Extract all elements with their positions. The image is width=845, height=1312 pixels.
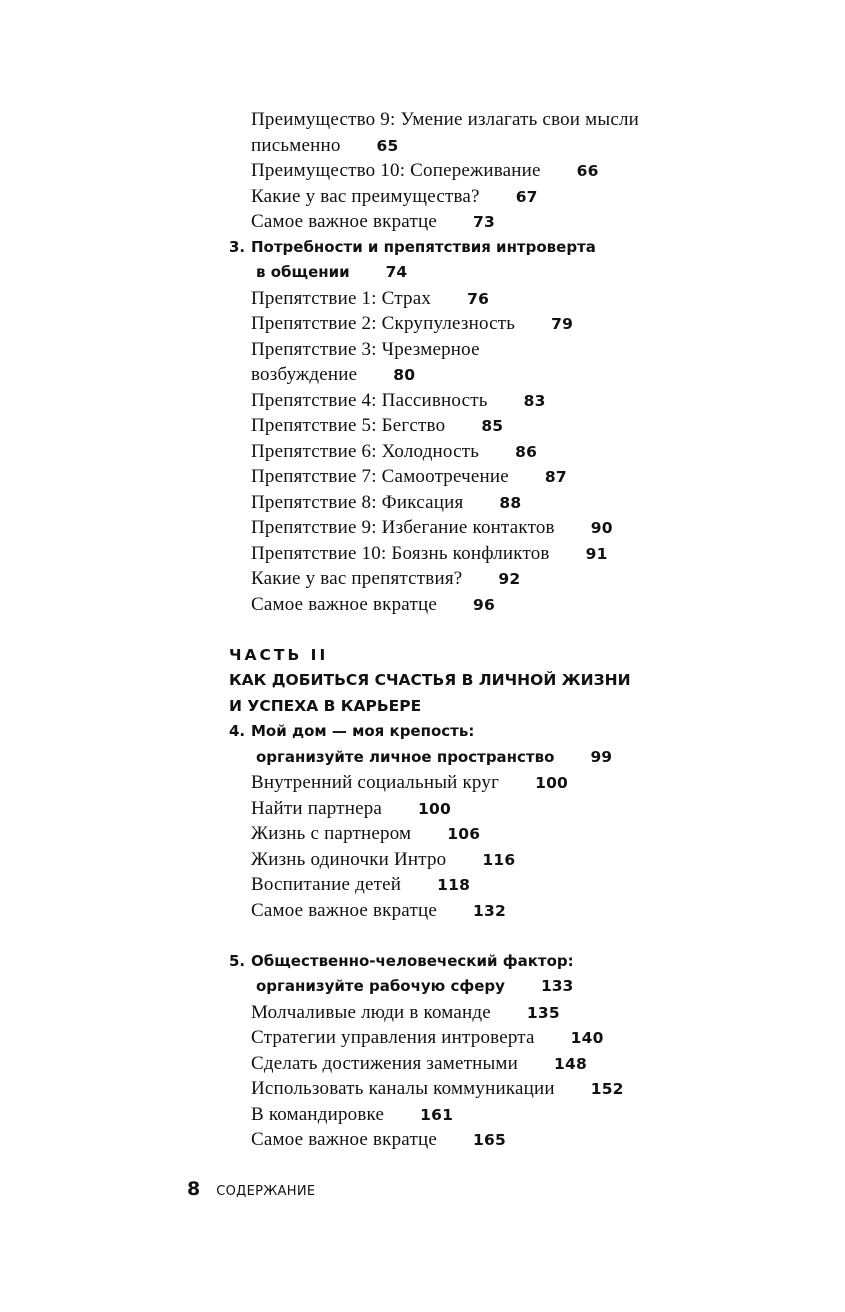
entry-title: Какие у вас препятствия?: [251, 568, 463, 589]
spacer: [0, 923, 845, 949]
toc-entry: [0, 413, 845, 439]
entry-title: Общественно-человеческий фактор:: [251, 951, 574, 970]
page-footer: [187, 1178, 315, 1200]
toc-entry: [0, 566, 845, 592]
page-ref: 86: [515, 442, 538, 461]
entry-title: Препятствие 7: Самоотречение: [251, 466, 509, 487]
toc-entry: [0, 821, 845, 847]
toc-entry: [0, 898, 845, 924]
entry-title: организуйте личное пространство: [256, 747, 555, 766]
entry-title: письменно: [251, 134, 341, 156]
entry-title: Использовать каналы коммуникации: [251, 1078, 555, 1099]
toc-entry: [0, 1025, 845, 1051]
entry-title: ЧАСТЬ II: [229, 645, 329, 664]
toc-entry: [0, 209, 845, 235]
toc-entry: [0, 362, 845, 388]
part-heading: [0, 668, 845, 694]
toc-entry: [0, 541, 845, 567]
toc-entry: [0, 464, 845, 490]
page-ref: 132: [472, 901, 506, 920]
toc-entry: [0, 1000, 845, 1026]
page-ref: 66: [576, 162, 599, 180]
toc-entry: [0, 770, 845, 796]
spacer: [0, 617, 845, 643]
toc-entry: [0, 1076, 845, 1102]
page-ref: 99: [590, 747, 613, 766]
toc-entry: [0, 337, 845, 363]
chapter-number: 5.: [229, 951, 246, 970]
entry-title: Потребности и препятствия интроверта: [251, 237, 596, 256]
chapter-heading: [0, 974, 845, 1000]
page-ref: 65: [376, 136, 399, 155]
toc-entry: [0, 158, 845, 184]
chapter-heading: [0, 260, 845, 286]
page-ref: 67: [515, 187, 538, 206]
toc-entry: [0, 107, 845, 133]
page-ref: 74: [385, 263, 408, 281]
entry-title: Препятствие 8: Фиксация: [251, 491, 464, 513]
page-ref: 76: [467, 289, 490, 308]
page-ref: 73: [472, 213, 495, 231]
toc-entry: [0, 847, 845, 873]
entry-title: Препятствие 9: Избегание контактов: [251, 517, 555, 538]
page-ref: 90: [590, 519, 613, 537]
entry-title: Препятствие 6: Холодность: [251, 440, 480, 462]
entry-title: КАК ДОБИТЬСЯ СЧАСТЬЯ В ЛИЧНОЙ ЖИЗНИ: [229, 671, 631, 689]
page-ref: 106: [447, 825, 481, 843]
running-title: СОДЕРЖАНИЕ: [216, 1184, 316, 1199]
entry-title: В командировке: [251, 1103, 385, 1125]
entry-title: Жизнь одиночки Интро: [251, 848, 447, 870]
toc-entry: [0, 1051, 845, 1077]
entry-title: в общении: [256, 263, 350, 281]
entry-title: организуйте рабочую сферу: [256, 977, 505, 995]
entry-title: Самое важное вкратце: [251, 899, 437, 921]
entry-title: Стратегии управления интроверта: [251, 1027, 535, 1048]
page-ref: 118: [437, 876, 471, 894]
chapter-heading: [0, 719, 845, 745]
entry-title: Мой дом — моя крепость:: [251, 722, 475, 740]
entry-title: Препятствие 4: Пассивность: [251, 389, 488, 411]
page-ref: 96: [472, 595, 495, 614]
chapter-heading: [0, 949, 845, 975]
toc-entry: [0, 311, 845, 337]
page-ref: 152: [590, 1080, 624, 1098]
page-ref: 91: [585, 544, 608, 563]
chapter-heading: [0, 235, 845, 261]
chapter-heading: [0, 745, 845, 771]
page-ref: 165: [472, 1131, 506, 1149]
page-ref: 135: [526, 1003, 560, 1022]
entry-title: Преимущество 10: Сопереживание: [251, 160, 541, 181]
entry-title: Самое важное вкратце: [251, 593, 437, 615]
entry-title: Препятствие 5: Бегство: [251, 415, 446, 436]
page-ref: 79: [551, 315, 574, 333]
page-ref: 100: [418, 799, 452, 818]
page-ref: 100: [535, 774, 569, 792]
page-ref: 80: [393, 366, 416, 384]
entry-title: Препятствие 1: Страх: [251, 287, 432, 309]
toc-entry: [0, 439, 845, 465]
toc-entry: [0, 388, 845, 414]
toc-entry: [0, 592, 845, 618]
page-ref: 85: [481, 417, 504, 435]
page-ref: 140: [570, 1029, 604, 1047]
table-of-contents: [0, 107, 845, 1153]
page-ref: 133: [540, 977, 574, 995]
page-ref: 87: [544, 468, 567, 486]
page-ref: 88: [499, 493, 522, 512]
toc-entry: [0, 286, 845, 312]
entry-title: Найти партнера: [251, 797, 383, 819]
entry-title: Препятствие 10: Боязнь конфликтов: [251, 542, 550, 564]
toc-entry: [0, 796, 845, 822]
toc-entry: [0, 515, 845, 541]
entry-title: И УСПЕХА В КАРЬЕРЕ: [229, 696, 422, 715]
toc-entry: [0, 184, 845, 210]
chapter-number: 3.: [229, 237, 246, 256]
entry-title: Внутренний социальный круг: [251, 772, 500, 793]
entry-title: Сделать достижения заметными: [251, 1052, 519, 1074]
chapter-number: 4.: [229, 722, 246, 740]
entry-title: Воспитание детей: [251, 874, 402, 895]
entry-title: Жизнь с партнером: [251, 823, 412, 844]
entry-title: Самое важное вкратце: [251, 211, 437, 232]
entry-title: Препятствие 3: Чрезмерное: [251, 338, 480, 360]
page-ref: 83: [523, 391, 546, 410]
part-heading: [0, 643, 845, 669]
entry-title: Самое важное вкратце: [251, 1129, 437, 1150]
part-heading: [0, 694, 845, 720]
toc-entry: [0, 490, 845, 516]
entry-title: Преимущество 9: Умение излагать свои мысли: [251, 109, 640, 130]
page-ref: 92: [498, 570, 521, 588]
entry-title: Препятствие 2: Скрупулезность: [251, 313, 516, 334]
page-number: 8: [187, 1178, 201, 1200]
entry-title: возбуждение: [251, 364, 358, 385]
entry-title: Какие у вас преимущества?: [251, 185, 480, 207]
toc-entry: [0, 1102, 845, 1128]
toc-entry: [0, 872, 845, 898]
toc-entry: [0, 133, 845, 159]
page-ref: 148: [554, 1054, 587, 1073]
page-ref: 161: [420, 1105, 454, 1124]
page-ref: 116: [482, 850, 516, 869]
entry-title: Молчаливые люди в команде: [251, 1001, 491, 1023]
toc-entry: [0, 1127, 845, 1153]
